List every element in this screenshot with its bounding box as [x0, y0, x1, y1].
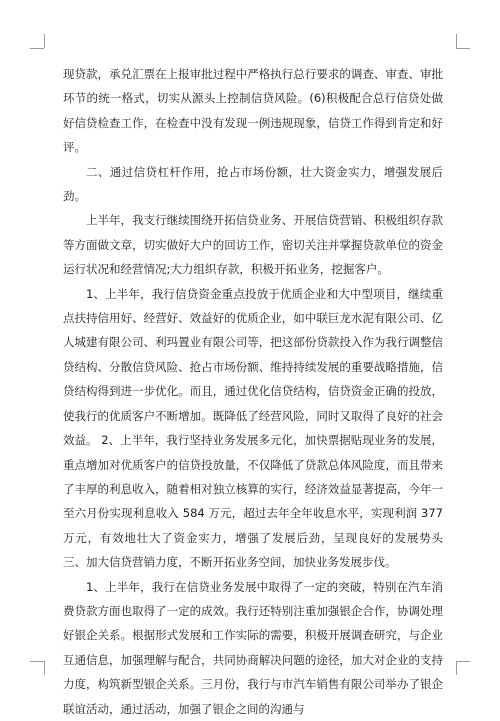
- paragraph: 现贷款，承兑汇票在上报审批过程中严格执行总行要求的调查、审查、审批环节的统一格式，切实从源头上控制信贷风险。(6)积极配合总行信贷处做好信贷检查工作，在检查中没有发现一例违规现象，信贷工作得到肯定和好评。: [63, 67, 443, 155]
- paragraph: 上半年，我支行继续围绕开拓信贷业务、开展信贷营销、积极组织存款等方面做文章，切实做好大户的回访工作，密切关注并掌握贷款单位的资金运行状况和经营情况;大力组织存款，积极开拓业务，挖掘客户。: [63, 213, 443, 277]
- document-body: [63, 62, 443, 721]
- paragraph: 1、上半年，我行信贷资金重点投放于优质企业和大中型项目，继续重点扶持信用好、经营好、效益好的优质企业，如中联巨龙水泥有限公司、亿人城建有限公司、利玛置业有限公司等，把这部份贷款投入作为我行调整信贷结构、分散信贷风险、抢占市场份额、维持持续发展的重要战略措施，信贷结构得到进一步优化。而且，通过优化信贷结构，信贷资金正确的投放，使我行的优质客户不断增加。既降低了经营风险，同时又取得了良好的社会效益。 2、上半年，我行坚持业务发展多元化，加快票据贴现业务的发展，重点增加对优质客户的信贷投放量，不仅降低了贷款总体风险度，而且带来了丰厚的利息收入，随着相对独立核算的实行，经济效益显著提高，今年一至六月份实现利息收入 584 万元，超过去年全年收息水平，实现利润 377 万元，有效地壮大了资金实力，增强了发展后劲，呈现良好的发展势头 三、加大信贷营销力度，不断开拓业务空间，加快业务发展步伐。: [63, 286, 443, 570]
- section-heading: 二、通过信贷杠杆作用，抢占市场份额，壮大资金实力，增强发展后劲。: [63, 164, 443, 204]
- paragraph: 1、上半年，我行在信贷业务发展中取得了一定的突破，特别在汽车消费贷款方面也取得了一定的成效。我行还特别注重加强银企合作，协调处理好银企关系。根据形式发展和工作实际的需要，积极开展调查研究，与企业互通信息，加强理解与配合，共同协商解决问题的途径，加大对企业的支持力度，构筑新型银企关系。三月份，我行与市汽车销售有限公司举办了银企联谊活动，通过活动，加强了银企之间的沟通与: [63, 579, 443, 716]
